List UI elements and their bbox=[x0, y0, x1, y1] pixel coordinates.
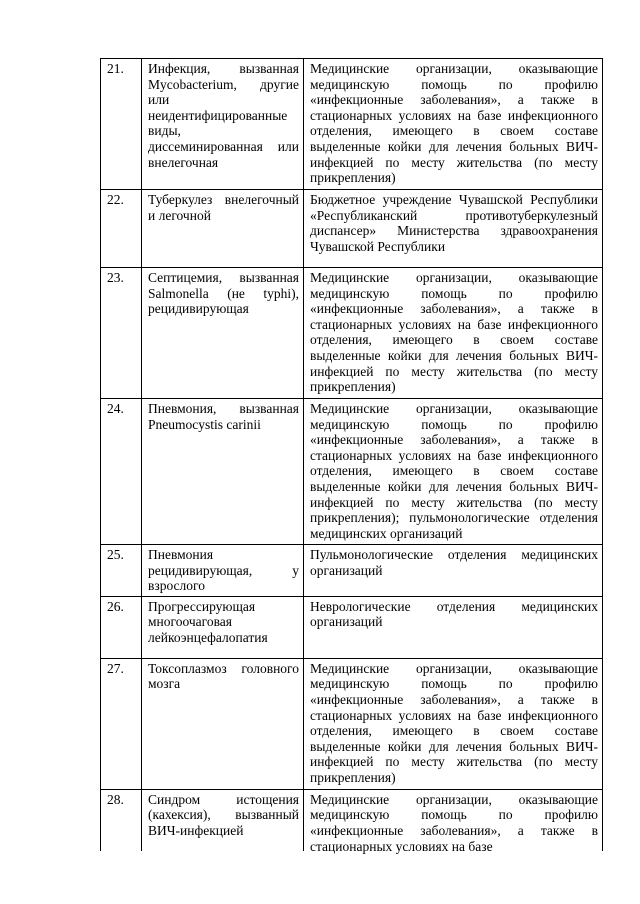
organization-cell: Неврологические отделения медицинских организаций bbox=[304, 596, 603, 658]
table-row bbox=[101, 399, 603, 545]
disease-cell: Токсоплазмоз головного мозга bbox=[142, 658, 304, 789]
table-row bbox=[101, 789, 603, 851]
disease-cell: Синдром истощения (кахексия), вызванный ВИЧ-инфекцией bbox=[142, 789, 304, 851]
table-row bbox=[101, 596, 603, 658]
table-row bbox=[101, 658, 603, 789]
disease-cell: Пневмония, вызванная Pneumocystis carinii bbox=[142, 399, 304, 545]
row-number: 22. bbox=[101, 190, 142, 268]
table-row bbox=[101, 190, 603, 268]
table-row bbox=[101, 268, 603, 399]
disease-cell: Пневмония рецидивирующая, у взрослого bbox=[142, 545, 304, 597]
row-number: 24. bbox=[101, 399, 142, 545]
row-number: 27. bbox=[101, 658, 142, 789]
organization-cell: Бюджетное учреждение Чувашской Республики «Республиканский противотуберкулезный диспансер» Министерства здравоохранения Чувашской Республики bbox=[304, 190, 603, 268]
table-row bbox=[101, 545, 603, 597]
row-number: 25. bbox=[101, 545, 142, 597]
row-number: 21. bbox=[101, 59, 142, 190]
disease-cell: Прогрессирующая многоочаговая лейкоэнцефалопатия bbox=[142, 596, 304, 658]
row-number: 26. bbox=[101, 596, 142, 658]
organization-cell: Медицинские организации, оказывающие медицинскую помощь по профилю «инфекционные заболевания», а также в стационарных условиях на базе инфекционного отделения, имеющего в своем составе выделенные койки для лечения больных ВИЧ-инфекцией по месту жительства (по месту прикрепления) bbox=[304, 658, 603, 789]
organization-cell: Медицинские организации, оказывающие медицинскую помощь по профилю «инфекционные заболевания», а также в стационарных условиях на базе инфекционного отделения, имеющего в своем составе выделенные койки для лечения больных ВИЧ-инфекцией по месту жительства (по месту прикрепления); пульмонологические отделения медицинских организаций bbox=[304, 399, 603, 545]
disease-cell: Туберкулез внелегочный и легочной bbox=[142, 190, 304, 268]
organization-text: Медицинские организации, оказывающие медицинскую помощь по профилю «инфекционные заболевания», а также в стационарных условиях на базе bbox=[310, 791, 598, 854]
disease-cell: Инфекция, вызванная Mycobacterium, другие или неидентифицированные виды, диссеминированная или внелегочная bbox=[142, 59, 304, 190]
row-number: 28. bbox=[101, 789, 142, 851]
disease-cell: Септицемия, вызванная Salmonella (не typhi), рецидивирующая bbox=[142, 268, 304, 399]
organization-cell: Медицинские организации, оказывающие медицинскую помощь по профилю «инфекционные заболевания», а также в стационарных условиях на базе инфекционного отделения, имеющего в своем составе выделенные койки для лечения больных ВИЧ-инфекцией по месту жительства (по месту прикрепления) bbox=[304, 59, 603, 190]
table-row bbox=[101, 59, 603, 190]
facilities-table bbox=[100, 58, 603, 854]
organization-cell bbox=[304, 789, 603, 854]
organization-cell: Медицинские организации, оказывающие медицинскую помощь по профилю «инфекционные заболевания», а также в стационарных условиях на базе инфекционного отделения, имеющего в своем составе выделенные койки для лечения больных ВИЧ-инфекцией по месту жительства (по месту прикрепления) bbox=[304, 268, 603, 399]
organization-cell: Пульмонологические отделения медицинских организаций bbox=[304, 545, 603, 597]
row-number: 23. bbox=[101, 268, 142, 399]
